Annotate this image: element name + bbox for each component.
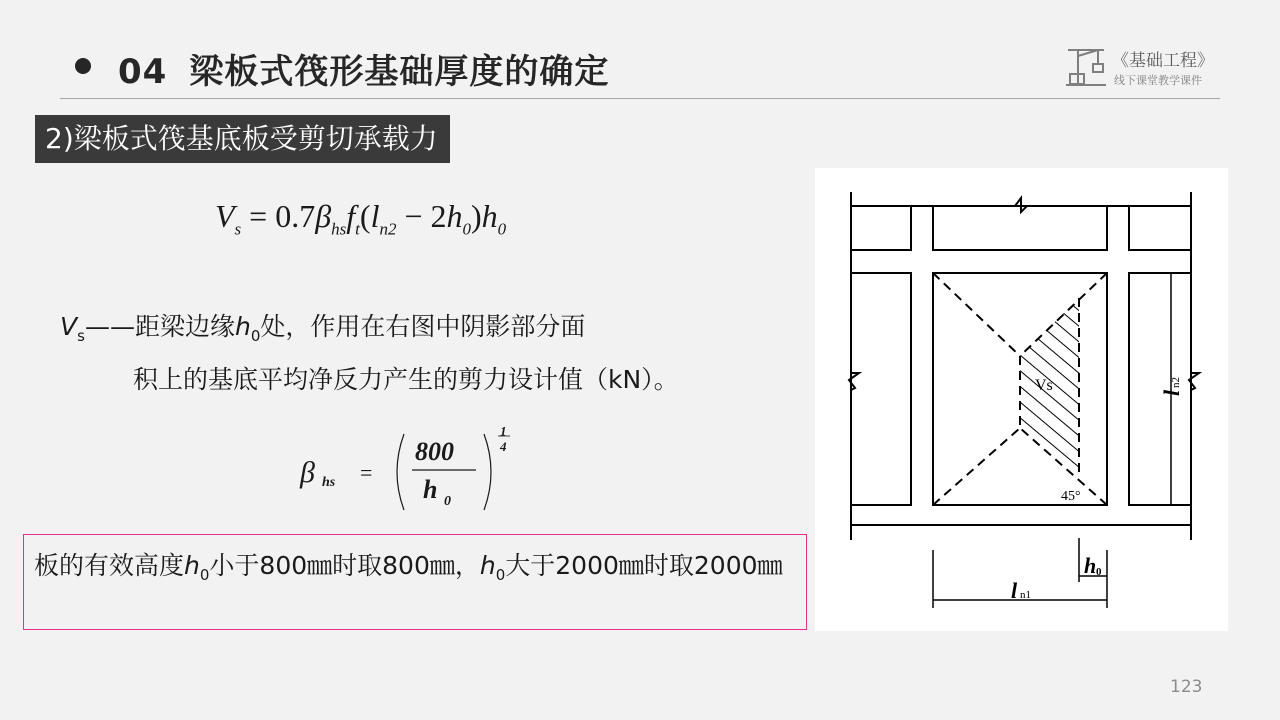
page-number: 123 — [1170, 677, 1203, 697]
mid-left-panel — [851, 273, 911, 505]
formula-minus: − 2 — [396, 198, 447, 234]
ln2-sub: n2 — [1170, 377, 1182, 388]
desc-h-sub: 0 — [250, 327, 261, 345]
formula-paren-open: ( — [359, 198, 371, 234]
ln1-sub: n1 — [1020, 589, 1031, 601]
formula-f: f — [346, 198, 356, 234]
section-number: 04 — [118, 52, 168, 92]
desc-text-b: 处，作用在右图中阴影部分面 — [260, 312, 586, 341]
formula-beta-sub: hs — [331, 219, 347, 239]
left-paren — [397, 434, 404, 510]
beta-sub: hs — [322, 475, 336, 490]
slab-diagram — [815, 168, 1228, 631]
right-paren — [484, 434, 491, 510]
formula-beta: β — [315, 198, 332, 234]
exp-denominator: 4 — [500, 439, 507, 454]
logo-subtitle: 线下课堂教学课件 — [1114, 74, 1202, 87]
desc-h: h — [234, 312, 251, 341]
beta-denominator-sub: 0 — [444, 494, 451, 509]
page-title — [118, 44, 609, 93]
title-text: 梁板式筏形基础厚度的确定 — [189, 52, 610, 92]
formula-h: h — [446, 198, 463, 234]
note-text-3: 大于2000㎜时取2000㎜ — [505, 551, 783, 580]
desc-vs-sub: s — [77, 327, 85, 345]
h0-sub: 0 — [1096, 566, 1102, 578]
formula-vs-sub: s — [234, 219, 242, 239]
ln1-label: l — [1011, 578, 1018, 603]
top-left-panel — [851, 206, 911, 250]
top-right-panel — [1129, 206, 1191, 250]
bullet-dot — [75, 58, 91, 74]
crane-logo-icon — [1064, 44, 1108, 88]
note-h-sub: 0 — [199, 566, 210, 584]
exp-numerator: 1 — [500, 423, 507, 439]
slab-diagram-svg — [815, 168, 1228, 631]
note-h2: h — [479, 551, 496, 580]
note-box — [23, 534, 807, 630]
formula-paren-close: ) — [471, 198, 482, 234]
formula-l: l — [370, 198, 380, 234]
formula-h2-sub: 0 — [497, 219, 507, 239]
section-label: 2)梁板式筏基底板受剪切承载力 — [35, 115, 450, 163]
note-text-2: 小于800㎜时取800㎜， — [209, 551, 480, 580]
mid-right-panel — [1129, 273, 1191, 505]
note-text-1: 板的有效高度 — [34, 551, 185, 580]
formula-f-sub: t — [355, 219, 360, 239]
dash-bl — [933, 428, 1020, 505]
formula-h2: h — [481, 198, 498, 234]
header-divider — [60, 98, 1220, 99]
h0-label: h — [1084, 553, 1097, 578]
beta-denominator: h — [423, 475, 438, 504]
angle-label: 45° — [1061, 489, 1081, 504]
beta-eq: = — [360, 460, 373, 485]
beta-formula — [296, 420, 556, 520]
note-h: h — [184, 551, 200, 580]
dash-tl — [933, 273, 1020, 356]
description-line-2: 积上的基底平均净反力产生的剪力设计值（kN）。 — [133, 365, 679, 394]
desc-vs: V — [60, 312, 78, 341]
logo-title: 《基础工程》 — [1112, 51, 1214, 71]
vs-label: Vs — [1035, 377, 1053, 394]
beta-symbol: β — [300, 456, 315, 489]
note-h2-sub: 0 — [495, 566, 506, 584]
formula-h-sub: 0 — [462, 219, 471, 239]
formula-coef: = 0.7 — [241, 198, 316, 234]
formula-vs: V — [215, 198, 235, 234]
shear-formula — [215, 198, 506, 239]
beta-numerator: 800 — [415, 437, 454, 466]
desc-text-a: ——距梁边缘 — [84, 312, 235, 341]
formula-l-sub: n2 — [379, 219, 397, 239]
ln2-label: l — [1159, 389, 1184, 396]
description-line-1 — [60, 314, 585, 344]
